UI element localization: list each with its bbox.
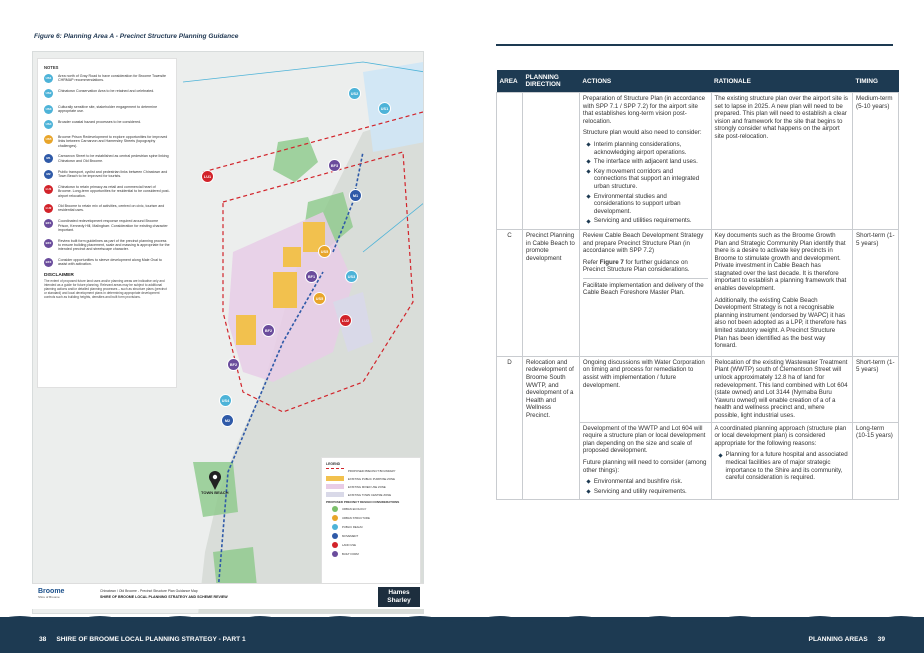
header-timing: TIMING (853, 70, 899, 93)
key-subtitle: PROPOSED PRECINCT DESIGN CONSIDERATIONS (326, 500, 400, 504)
list-item: Interim planning considerations, acknowledging airport operations. (587, 141, 708, 156)
map-marker: US4 (219, 394, 232, 407)
cell-rationale: A coordinated planning approach (structure plan or local development plan) is considered appropriate for the following reasons: Planning for a future hospital and associated medical facilities are of major strategic importance to the Shire and its community, careful consideration is required. (711, 422, 853, 500)
cell-timing: Long-term (10-15 years) (853, 422, 899, 500)
town-beach-label: TOWN BEACH (201, 490, 229, 495)
legend-note-badge: US1 (44, 74, 53, 83)
footer-right-text: PLANNING AREAS (808, 636, 868, 643)
figure-caption: Figure 6: Planning Area A - Precinct Structure Planning Guidance (34, 33, 239, 40)
legend-note-badge: US3 (44, 105, 53, 114)
header-area: AREA (497, 70, 523, 93)
cell-actions: Review Cable Beach Development Strategy and prepare Precinct Structure Plan (in accordance with SPP 7.2) Refer Figure 7 for further guidance on Precinct Structure Plan considerations. Facilitate implementation and delivery of the Cable Beach Foreshore Master Plan. (579, 229, 711, 356)
legend-note-badge: M1 (44, 154, 53, 163)
legend-note-text: Chinatown to retain primacy as retail and commercial heart of Broome. Long-term opportunities for residential to be considered post-airport relocation. (58, 184, 170, 198)
key-item: PROPOSED PRECINCT BOUNDARY (326, 468, 416, 473)
key-considerations (326, 506, 416, 557)
key-item: EXISTING PUBLIC PURPOSE ZONE (326, 476, 416, 481)
key-consideration: URBAN STRUCTURE (326, 515, 416, 521)
list-item: Servicing and utility requirements. (587, 488, 708, 496)
legend-title: NOTES (44, 65, 59, 70)
table-row (497, 229, 899, 356)
legend-note (44, 120, 170, 129)
legend-note (44, 135, 170, 148)
legend-note-badge: BF1 (44, 219, 53, 228)
cell-area: D (497, 356, 523, 500)
map-marker: US5 (318, 245, 331, 258)
footer-band (0, 617, 924, 653)
header-actions: ACTIONS (579, 70, 711, 93)
cell-actions: Development of the WWTP and Lot 604 will require a structure plan or local development plan depending on the size and scale of proposed development. Future planning will need to consider (among other things): Environmental and bushfire risk. Servicing and utility requirements. (579, 422, 711, 500)
list-item: Planning for a future hospital and associated medical facilities are of major strategic importance to the Shire and its community, careful consideration is required. (719, 451, 850, 481)
map-legend-notes (37, 58, 177, 388)
map-marker: US5 (313, 292, 326, 305)
map-marker: M1 (349, 189, 362, 202)
list-item: Servicing and utilities requirements. (587, 217, 708, 225)
cell-actions: Ongoing discussions with Water Corporation on timing and process for remediation to assist with implementation / future development. (579, 356, 711, 422)
legend-note (44, 258, 170, 267)
header-rationale: RATIONALE (711, 70, 853, 93)
map-marker: M2 (221, 414, 234, 427)
legend-note (44, 185, 170, 198)
cell-rationale: The existing structure plan over the airport site is set to lapse in 2025. A new plan will need to be prepared. This plan will need to establish a clear vision and framework for the site that begins to strongly consider what happens on the airport site post-relocation. (711, 93, 853, 230)
legend-note (44, 204, 170, 213)
consultant-logo: Hames Sharley (378, 587, 420, 607)
legend-note (44, 105, 170, 114)
list-item: The interface with adjacent land uses. (587, 158, 708, 166)
key-consideration: BUILT FORM (326, 551, 416, 557)
map-marker: BF2 (262, 324, 275, 337)
table-row (497, 93, 899, 230)
legend-note-badge: US2 (44, 89, 53, 98)
footer-left-text: SHIRE OF BROOME LOCAL PLANNING STRATEGY - PART 1 (56, 636, 246, 643)
legend-note-text: Chinatown Conservation Area to be retained and celebrated. (58, 89, 155, 94)
cell-timing: Medium-term (5-10 years) (853, 93, 899, 230)
disclaimer-text: The extent of proposed future land uses and/or planning areas are indicative only and intended as a guide for future planning. Relevant areas may be subject to additional planning actions and/or detailed planning processes – such as structure plans (precinct or standard) and local development plans in determining appropriate development controls such as building heights, densities and built form provisions. (44, 279, 167, 299)
legend-note (44, 154, 170, 163)
legend-note (44, 219, 170, 232)
legend-note (44, 170, 170, 179)
cell-planning (522, 93, 579, 230)
key-consideration: URBAN ECOLOGY (326, 506, 416, 512)
disclaimer-title: DISCLAIMER (44, 273, 74, 279)
legend-note-text: Old Broome to retain mix of activities, centred on civic, tourism and residential uses. (58, 204, 165, 213)
table-header-row (497, 70, 899, 93)
key-item: EXISTING MIXED USE ZONE (326, 484, 416, 489)
map-footer (32, 583, 424, 609)
legend-note-badge: BF2 (44, 239, 53, 248)
planning-table (496, 70, 899, 500)
key-item: EXISTING TOWN CENTRE ZONE (326, 492, 416, 497)
legend-note-text: Culturally sensitive site, stakeholder engagement to determine appropriate use. (58, 104, 158, 113)
legend-notes-list (44, 74, 170, 267)
legend-note-text: Consider opportunities to sleeve development along Male Oval to assist with activation. (58, 257, 162, 267)
map-marker: US2 (348, 87, 361, 100)
header-rule (496, 44, 893, 46)
legend-note-badge: BF3 (44, 258, 53, 267)
map-marker: LU2 (339, 314, 352, 327)
legend-note-badge: M2 (44, 170, 53, 179)
cell-timing: Short-term (1-5 years) (853, 229, 899, 356)
cell-timing: Short-term (1-5 years) (853, 356, 899, 422)
map-footer-subtitle: SHIRE OF BROOME LOCAL PLANNING STRATEGY AND SCHEME REVIEW (100, 595, 228, 599)
cell-area: C (497, 229, 523, 356)
precinct-map (32, 51, 424, 614)
list-item: Environmental studies and considerations to support urban development. (587, 193, 708, 216)
key-consideration: MOVEMENT (326, 533, 416, 539)
legend-note-text: Broader coastal hazard processes to be considered. (58, 119, 142, 124)
legend-note (44, 89, 170, 98)
map-marker: BF1 (305, 270, 318, 283)
legend-note (44, 74, 170, 83)
legend-note-text: Review built form guidelines as part of the precinct planning process to ensure building placement, scale and massing is appropriate for the intended precinct and streetscape character. (58, 238, 170, 252)
table-row (497, 356, 899, 422)
page-number-right: 39 (877, 636, 885, 643)
list-item: Key movement corridors and connections that support an integrated urban structure. (587, 168, 708, 191)
footer-left (34, 636, 251, 643)
page-number-left: 38 (39, 636, 47, 643)
map-marker: BF3 (328, 159, 341, 172)
legend-note-text: Carnarvon Street to be established as central pedestrian spine linking Chinatown and Old Broome. (58, 154, 169, 163)
legend-note-badge: LU1 (44, 185, 53, 194)
cell-rationale: Relocation of the existing Wastewater Treatment Plant (WWTP) south of Clementson Street will unlock approximately 12.8 ha of land for redevelopment. This land combined with Lot 604 (state owned) and Lot 3144 (Nyrnaba Buru Yawuru owned) will enable creation of a of a health and wellness precinct and, where possible, light industrial uses. (711, 356, 853, 422)
key-items (326, 468, 416, 497)
legend-note-badge: US4 (44, 120, 53, 129)
legend-note-text: Public transport, cyclist and pedestrian links between Chinatown and Town Beach to be improved for tourists. (58, 169, 168, 178)
legend-note-badge: LU2 (44, 204, 53, 213)
map-footer-title: Chinatown / Old Broome - Precinct Structure Plan Guidance Map (100, 589, 198, 593)
header-planning-direction: PLANNING DIRECTION (522, 70, 579, 93)
legend-note-text: Broome Prison Redevelopment to explore opportunities for improved links between Carnarvon and Hamersley Streets (topography challenges). (58, 135, 168, 148)
legend-note (44, 239, 170, 252)
cell-planning: Relocation and redevelopment of Broome South WWTP, and development of a Health and Wellness Precinct. (522, 356, 579, 500)
shire-logo: Broome Shire of Broome (38, 588, 65, 599)
key-title: LEGEND (326, 462, 341, 466)
cell-actions: Preparation of Structure Plan (in accordance with SPP 7.1 / SPP 7.2) for the airport site that establishes long-term vision post-relocation. Structure plan would also need to consider: Interim planning considerations, acknowledging airport operations. The interface with adjacent land uses. Key movement corridors and connections that support an integrated urban structure. Environmental studies and considerations to support urban development. Servicing and utilities requirements. (579, 93, 711, 230)
map-marker: BF2 (227, 358, 240, 371)
cell-rationale: Key documents such as the Broome Growth Plan and Strategic Community Plan identify that there is a desire to activate key precincts in Broome to stimulate growth and development. Private investment in Cable Beach has stagnated over the last decade. It is therefore important to establish a planning framework that enables development. Additionally, the existing Cable Beach Development Strategy is not a recognisable planning instrument (endorsed by WAPC) it has also not been adopted as a LPP, it therefore has limited statutory weight. A Precinct Structure Plan has been identified as the best way forward. (711, 229, 853, 356)
wave-edge (0, 611, 924, 625)
list-item: Environmental and bushfire risk. (587, 478, 708, 486)
cell-planning: Precinct Planning in Cable Beach to promote development (522, 229, 579, 356)
legend-note-text: Coordinated redevelopment response required around Broome Prison, Kennedy Hill, Malingbarr. Consideration for existing character important. (58, 219, 168, 233)
cell-area (497, 93, 523, 230)
legend-note-badge: US5 (44, 135, 53, 144)
legend-note-text: Area north of Gray Road to have consideration for Broome Townsite CHRMAP recommendations. (58, 74, 167, 83)
map-marker: LU1 (201, 170, 214, 183)
footer-right (804, 636, 890, 643)
map-marker: US1 (378, 102, 391, 115)
map-marker: US3 (345, 270, 358, 283)
key-consideration: LAND USE (326, 542, 416, 548)
key-consideration: PUBLIC REALM (326, 524, 416, 530)
